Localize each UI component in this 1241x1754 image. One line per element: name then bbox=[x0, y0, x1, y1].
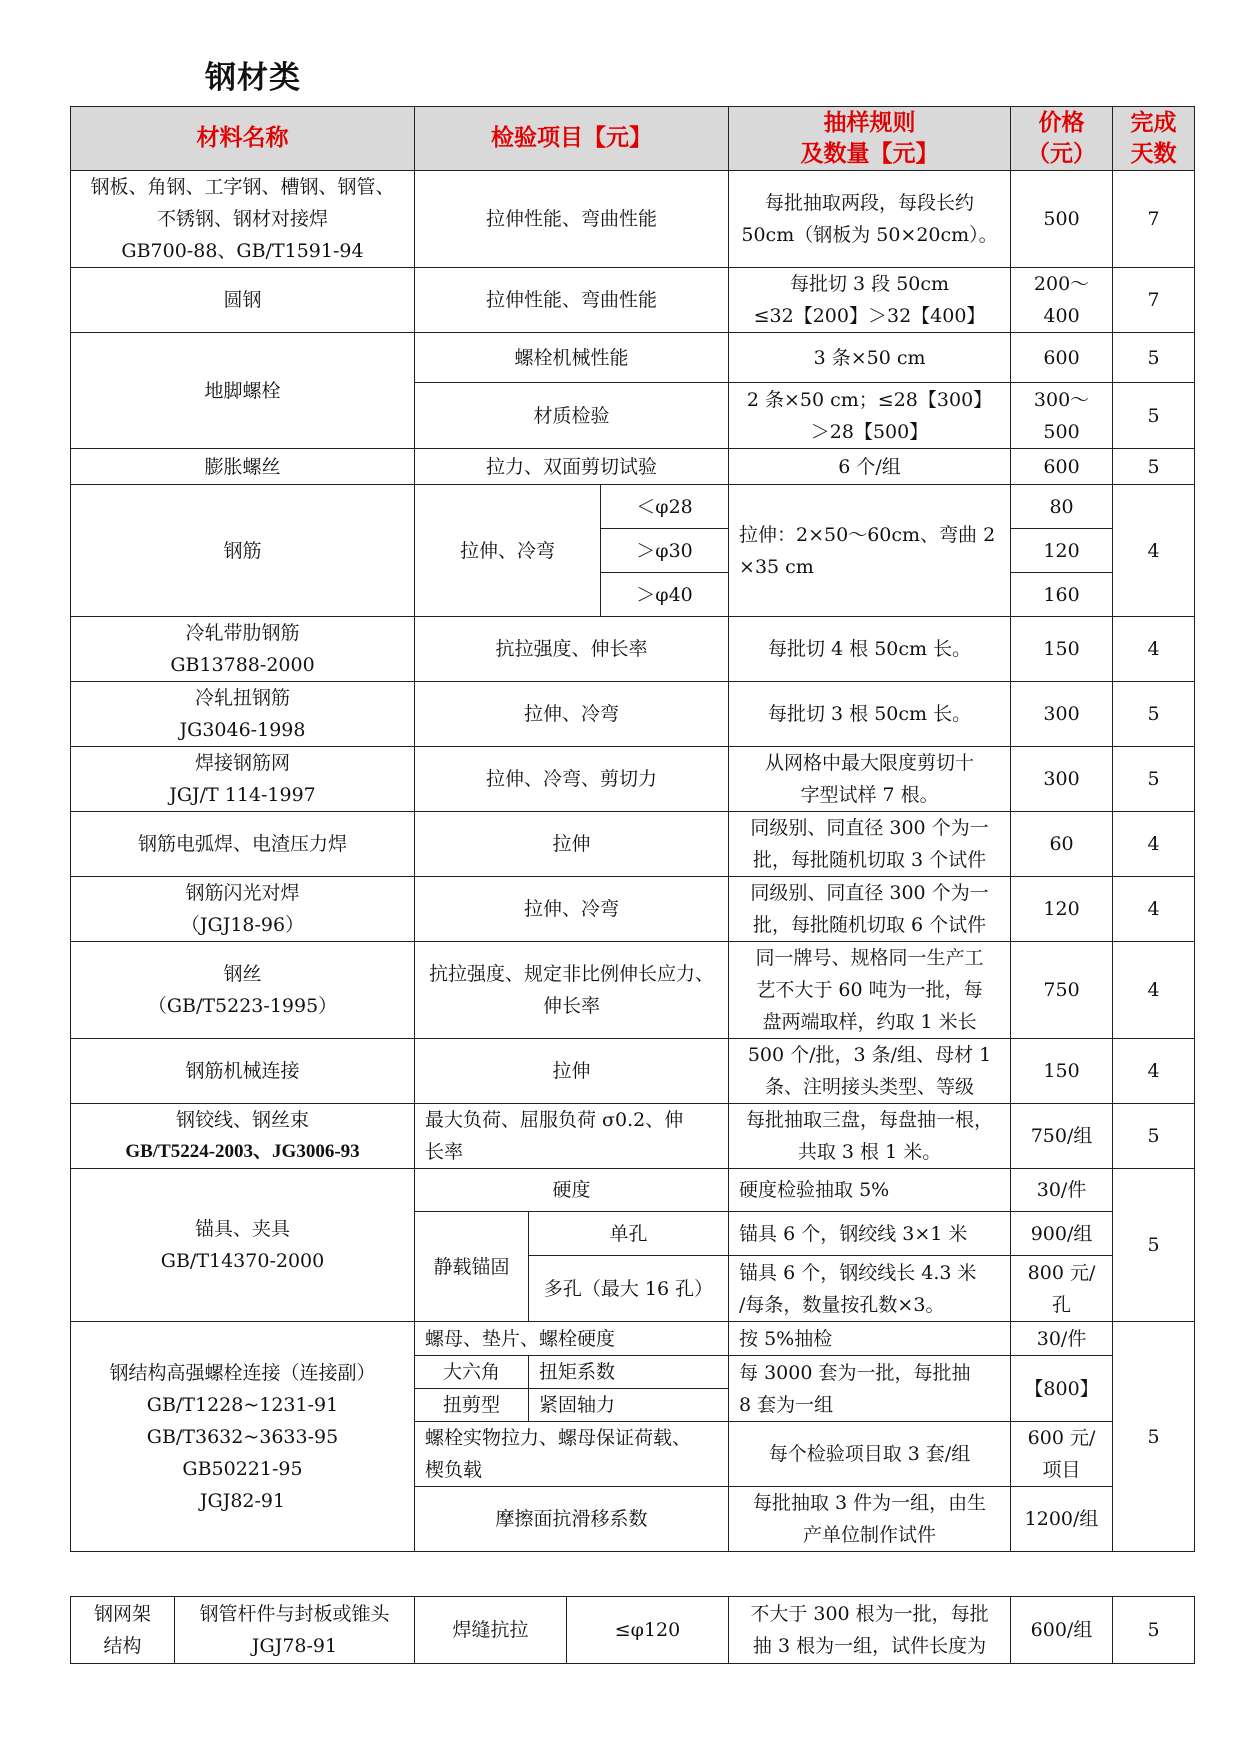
days: 5 bbox=[1113, 383, 1195, 449]
material-name: 钢管杆件与封板或锥头 JGJ78-91 bbox=[175, 1597, 415, 1664]
sampling-rule: 锚具 6 个，钢绞线长 4.3 米 /每条，数量按孔数×3。 bbox=[729, 1256, 1011, 1322]
days: 5 bbox=[1113, 747, 1195, 812]
price: 750/组 bbox=[1011, 1104, 1113, 1169]
test-items: 扭矩系数 bbox=[529, 1356, 729, 1389]
days: 4 bbox=[1113, 1039, 1195, 1104]
sampling-rule: 不大于 300 根为一批，每批 抽 3 根为一组，试件长度为 bbox=[729, 1597, 1011, 1664]
sampling-rule: 同级别、同直径 300 个为一 批，每批随机切取 6 个试件 bbox=[729, 877, 1011, 942]
days: 5 bbox=[1113, 1104, 1195, 1169]
header-row bbox=[71, 107, 1195, 171]
bolt-type: 大六角 bbox=[415, 1356, 529, 1389]
test-items: 拉伸、冷弯 bbox=[415, 877, 729, 942]
sampling-rule: 6 个/组 bbox=[729, 449, 1011, 485]
test-items: 焊缝抗拉 bbox=[415, 1597, 567, 1664]
days: 4 bbox=[1113, 812, 1195, 877]
sampling-rule: 每批切 3 根 50cm 长。 bbox=[729, 682, 1011, 747]
test-items: 单孔 bbox=[529, 1212, 729, 1256]
sampling-rule: 拉伸：2×50～60cm、弯曲 2 ×35 cm bbox=[729, 485, 1011, 617]
material-name: 钢筋电弧焊、电渣压力焊 bbox=[71, 812, 415, 877]
price: 30/件 bbox=[1011, 1169, 1113, 1212]
table-row bbox=[71, 333, 1195, 383]
price: 200～ 400 bbox=[1011, 268, 1113, 333]
sampling-rule: 从网格中最大限度剪切十 字型试样 7 根。 bbox=[729, 747, 1011, 812]
table-row bbox=[71, 171, 1195, 268]
test-items: 拉伸 bbox=[415, 812, 729, 877]
sampling-rule: 同一牌号、规格同一生产工 艺不大于 60 吨为一批，每 盘两端取样，约取 1 米长 bbox=[729, 942, 1011, 1039]
steel-test-table bbox=[70, 106, 1195, 1552]
test-items: 抗拉强度、规定非比例伸长应力、 伸长率 bbox=[415, 942, 729, 1039]
sampling-rule: 每批切 4 根 50cm 长。 bbox=[729, 617, 1011, 682]
sampling-rule: 2 条×50 cm；≤28【300】 ＞28【500】 bbox=[729, 383, 1011, 449]
sampling-rule: 每批抽取两段，每段长约 50cm（钢板为 50×20cm）。 bbox=[729, 171, 1011, 268]
price: 300～ 500 bbox=[1011, 383, 1113, 449]
price: 600 bbox=[1011, 333, 1113, 383]
test-items: 拉伸、冷弯 bbox=[415, 485, 601, 617]
table-row bbox=[71, 1322, 1195, 1356]
header-rule: 抽样规则 及数量【元】 bbox=[729, 107, 1011, 171]
test-items: 螺栓机械性能 bbox=[415, 333, 729, 383]
table-row bbox=[71, 449, 1195, 485]
days: 4 bbox=[1113, 617, 1195, 682]
bar-size: ＞φ40 bbox=[601, 573, 729, 617]
header-name: 材料名称 bbox=[71, 107, 415, 171]
price: 600/组 bbox=[1011, 1597, 1113, 1664]
price: 1200/组 bbox=[1011, 1487, 1113, 1552]
table-row bbox=[71, 682, 1195, 747]
test-items: 拉力、双面剪切试验 bbox=[415, 449, 729, 485]
price: 150 bbox=[1011, 1039, 1113, 1104]
table-row bbox=[71, 617, 1195, 682]
table-row bbox=[71, 942, 1195, 1039]
test-items: 拉伸性能、弯曲性能 bbox=[415, 268, 729, 333]
material-name: 钢板、角钢、工字钢、槽钢、钢管、 不锈钢、钢材对接焊 GB700-88、GB/T1591-94 bbox=[71, 171, 415, 268]
table-row bbox=[71, 812, 1195, 877]
days: 7 bbox=[1113, 268, 1195, 333]
bar-size: ≤φ120 bbox=[567, 1597, 729, 1664]
test-items: 拉伸、冷弯、剪切力 bbox=[415, 747, 729, 812]
test-items: 摩擦面抗滑移系数 bbox=[415, 1487, 729, 1552]
material-name: 钢筋机械连接 bbox=[71, 1039, 415, 1104]
test-items: 抗拉强度、伸长率 bbox=[415, 617, 729, 682]
price: 600 元/ 项目 bbox=[1011, 1422, 1113, 1487]
days: 5 bbox=[1113, 1597, 1195, 1664]
sampling-rule: 每批抽取三盘，每盘抽一根， 共取 3 根 1 米。 bbox=[729, 1104, 1011, 1169]
bar-size: ＜φ28 bbox=[601, 485, 729, 529]
sampling-rule: 同级别、同直径 300 个为一 批，每批随机切取 3 个试件 bbox=[729, 812, 1011, 877]
material-name: 焊接钢筋网 JGJ/T 114-1997 bbox=[71, 747, 415, 812]
material-name: 钢结构高强螺栓连接（连接副） GB/T1228~1231-91 GB/T3632~3633-95 GB50221-95 JGJ82-91 bbox=[71, 1322, 415, 1552]
table-row bbox=[71, 1039, 1195, 1104]
days: 5 bbox=[1113, 1169, 1195, 1322]
steel-grid-table bbox=[70, 1596, 1195, 1664]
test-items: 多孔（最大 16 孔） bbox=[529, 1256, 729, 1322]
test-items: 螺栓实物拉力、螺母保证荷载、 楔负载 bbox=[415, 1422, 729, 1487]
test-items: 拉伸 bbox=[415, 1039, 729, 1104]
sampling-rule: 每批抽取 3 件为一组，由生 产单位制作试件 bbox=[729, 1487, 1011, 1552]
material-name: 钢铰线、钢丝束 GB/T5224-2003、JG3006-93 bbox=[71, 1104, 415, 1169]
price: 900/组 bbox=[1011, 1212, 1113, 1256]
table-row bbox=[71, 1169, 1195, 1212]
days: 4 bbox=[1113, 877, 1195, 942]
sampling-rule: 硬度检验抽取 5% bbox=[729, 1169, 1011, 1212]
material-name: 膨胀螺丝 bbox=[71, 449, 415, 485]
table-row bbox=[71, 485, 1195, 529]
bar-size: ＞φ30 bbox=[601, 529, 729, 573]
test-group: 静载锚固 bbox=[415, 1212, 529, 1322]
test-items: 拉伸、冷弯 bbox=[415, 682, 729, 747]
sampling-rule: 锚具 6 个，钢绞线 3×1 米 bbox=[729, 1212, 1011, 1256]
material-name: 钢筋 bbox=[71, 485, 415, 617]
material-name: 冷轧带肋钢筋 GB13788-2000 bbox=[71, 617, 415, 682]
days: 5 bbox=[1113, 449, 1195, 485]
header-price: 价格 （元） bbox=[1011, 107, 1113, 171]
material-name: 钢筋闪光对焊 （JGJ18-96） bbox=[71, 877, 415, 942]
sampling-rule: 每个检验项目取 3 套/组 bbox=[729, 1422, 1011, 1487]
test-items: 硬度 bbox=[415, 1169, 729, 1212]
category: 钢网架 结构 bbox=[71, 1597, 175, 1664]
days: 4 bbox=[1113, 485, 1195, 617]
price: 800 元/ 孔 bbox=[1011, 1256, 1113, 1322]
table-row bbox=[71, 268, 1195, 333]
header-days: 完成 天数 bbox=[1113, 107, 1195, 171]
material-name: 冷轧扭钢筋 JG3046-1998 bbox=[71, 682, 415, 747]
price: 750 bbox=[1011, 942, 1113, 1039]
table-row bbox=[71, 877, 1195, 942]
material-name: 圆钢 bbox=[71, 268, 415, 333]
days: 7 bbox=[1113, 171, 1195, 268]
price: 120 bbox=[1011, 877, 1113, 942]
days: 4 bbox=[1113, 942, 1195, 1039]
test-items: 螺母、垫片、螺栓硬度 bbox=[415, 1322, 729, 1356]
material-name: 地脚螺栓 bbox=[71, 333, 415, 449]
price: 500 bbox=[1011, 171, 1113, 268]
price: 30/件 bbox=[1011, 1322, 1113, 1356]
bolt-type: 扭剪型 bbox=[415, 1389, 529, 1422]
sampling-rule: 3 条×50 cm bbox=[729, 333, 1011, 383]
days: 5 bbox=[1113, 333, 1195, 383]
price: 80 bbox=[1011, 485, 1113, 529]
test-items: 紧固轴力 bbox=[529, 1389, 729, 1422]
page-title: 钢材类 bbox=[205, 60, 301, 96]
header-items: 检验项目【元】 bbox=[415, 107, 729, 171]
price: 150 bbox=[1011, 617, 1113, 682]
test-items: 最大负荷、屈服负荷 σ0.2、伸 长率 bbox=[415, 1104, 729, 1169]
table-row bbox=[71, 1104, 1195, 1169]
material-name: 钢丝 （GB/T5223-1995） bbox=[71, 942, 415, 1039]
sampling-rule: 按 5%抽检 bbox=[729, 1322, 1011, 1356]
days: 5 bbox=[1113, 682, 1195, 747]
table-row bbox=[71, 1597, 1195, 1664]
sampling-rule: 500 个/批，3 条/组、母材 1 条、注明接头类型、等级 bbox=[729, 1039, 1011, 1104]
price: 300 bbox=[1011, 747, 1113, 812]
price: 600 bbox=[1011, 449, 1113, 485]
test-items: 拉伸性能、弯曲性能 bbox=[415, 171, 729, 268]
price: 120 bbox=[1011, 529, 1113, 573]
price: 160 bbox=[1011, 573, 1113, 617]
days: 5 bbox=[1113, 1322, 1195, 1552]
table-row bbox=[71, 747, 1195, 812]
price: 300 bbox=[1011, 682, 1113, 747]
sampling-rule: 每 3000 套为一批，每批抽 8 套为一组 bbox=[729, 1356, 1011, 1422]
test-items: 材质检验 bbox=[415, 383, 729, 449]
price: 【800】 bbox=[1011, 1356, 1113, 1422]
material-name: 锚具、夹具 GB/T14370-2000 bbox=[71, 1169, 415, 1322]
sampling-rule: 每批切 3 段 50cm ≤32【200】＞32【400】 bbox=[729, 268, 1011, 333]
price: 60 bbox=[1011, 812, 1113, 877]
